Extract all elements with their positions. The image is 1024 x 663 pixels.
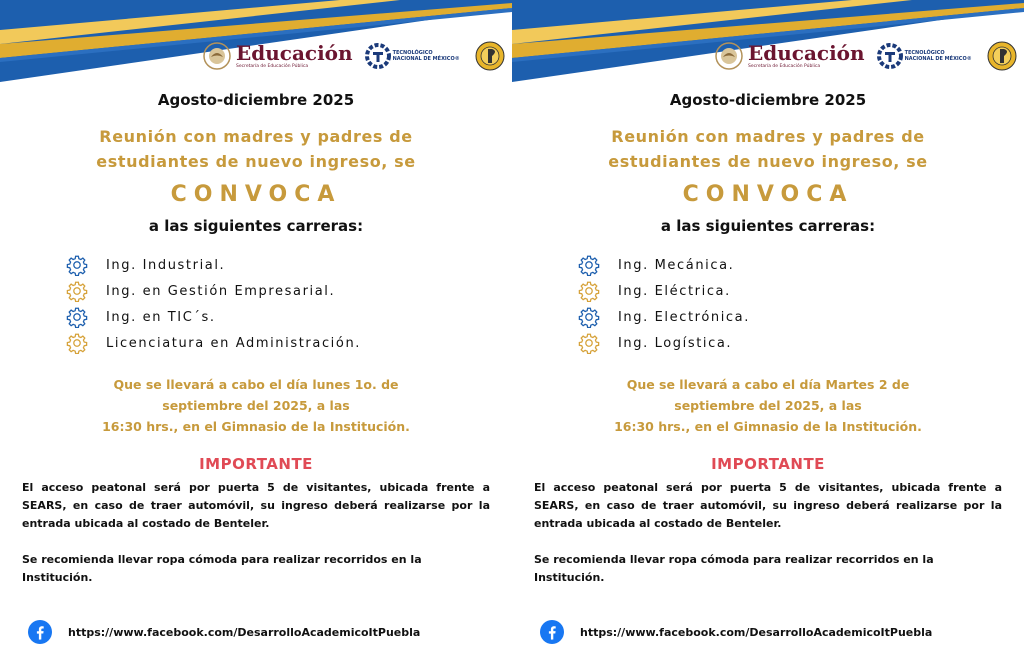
schedule-line2: septiembre del 2025, a las xyxy=(162,398,350,413)
facebook-link[interactable]: https://www.facebook.com/DesarrolloAcademicoItPuebla xyxy=(580,625,933,639)
facebook-icon[interactable] xyxy=(28,620,52,644)
career-label: Ing. Mecánica. xyxy=(618,257,735,273)
educacion-logo-word: Educación xyxy=(748,41,865,65)
tecnm-logo-line1: TECNOLÓGICO xyxy=(392,50,433,56)
meeting-title-line1: Reunión con madres y padres de xyxy=(99,127,413,146)
educacion-logo xyxy=(236,43,353,69)
facebook-footer xyxy=(28,620,420,644)
educacion-logo-word: Educación xyxy=(236,41,353,65)
tecnm-logo-text xyxy=(393,50,460,62)
tecnm-logo-text xyxy=(905,50,972,62)
career-label: Ing. Logística. xyxy=(618,335,733,351)
meeting-title xyxy=(512,124,1024,174)
list-item xyxy=(578,278,750,304)
schedule-text xyxy=(512,374,1024,437)
educacion-logo-sub: Secretaría de Educación Pública xyxy=(748,64,821,69)
career-label: Ing. Electrónica. xyxy=(618,309,750,325)
list-item xyxy=(66,304,361,330)
list-item xyxy=(66,330,361,356)
tecnm-logo-icon xyxy=(877,41,903,71)
facebook-footer xyxy=(540,620,932,644)
schedule-line1: Que se llevará a cabo el día Martes 2 de xyxy=(626,377,910,392)
gear-icon xyxy=(578,280,600,302)
list-item xyxy=(578,330,750,356)
header-logos xyxy=(714,36,1018,76)
careers-intro: a las siguientes carreras: xyxy=(660,217,876,235)
list-item xyxy=(578,304,750,330)
important-heading: IMPORTANTE xyxy=(199,455,313,473)
clothing-recommendation: Se recomienda llevar ropa cómoda para realizar recorridos en la Institución. xyxy=(22,553,422,584)
mexican-coat-of-arms-icon xyxy=(202,41,232,71)
convoca-heading: CONVOCA xyxy=(682,182,854,207)
mexican-coat-of-arms-icon xyxy=(714,41,744,71)
career-label: Ing. Industrial. xyxy=(106,257,226,273)
list-item xyxy=(578,252,750,278)
meeting-title-line2: estudiantes de nuevo ingreso, se xyxy=(96,152,416,171)
career-label: Ing. en Gestión Empresarial. xyxy=(106,283,336,299)
career-label: Licenciatura en Administración. xyxy=(106,335,362,351)
meeting-title-line1: Reunión con madres y padres de xyxy=(611,127,925,146)
tecnm-logo-line2: NACIONAL DE MÉXICO® xyxy=(904,56,972,62)
tecnm-logo-icon xyxy=(365,41,391,71)
header-logos xyxy=(202,36,506,76)
schedule-line3: 16:30 hrs., en el Gimnasio de la Institución. xyxy=(614,419,922,434)
educacion-logo xyxy=(748,43,865,69)
list-item xyxy=(66,278,361,304)
period-title: Agosto-diciembre 2025 xyxy=(157,91,355,109)
facebook-link[interactable]: https://www.facebook.com/DesarrolloAcademicoItPuebla xyxy=(68,625,421,639)
meeting-title xyxy=(0,124,512,174)
access-paragraph: El acceso peatonal será por puerta 5 de visitantes, ubicada frente a SEARS, en caso de traer automóvil, su ingreso deberá realizarse por la entrada ubicada al costado de Benteler. xyxy=(534,481,1002,530)
period-title: Agosto-diciembre 2025 xyxy=(669,91,867,109)
careers-list xyxy=(66,252,361,356)
schedule-line1: Que se llevará a cabo el día lunes 1o. de xyxy=(113,377,399,392)
career-label: Ing. en TIC´s. xyxy=(106,309,216,325)
gear-icon xyxy=(66,280,88,302)
meeting-title-line2: estudiantes de nuevo ingreso, se xyxy=(608,152,928,171)
institute-logo-icon xyxy=(986,40,1018,72)
gear-icon xyxy=(578,306,600,328)
list-item xyxy=(66,252,361,278)
schedule-line3: 16:30 hrs., en el Gimnasio de la Institución. xyxy=(102,419,410,434)
important-heading: IMPORTANTE xyxy=(711,455,825,473)
tecnm-logo-line2: NACIONAL DE MÉXICO® xyxy=(392,56,460,62)
schedule-line2: septiembre del 2025, a las xyxy=(674,398,862,413)
educacion-logo-sub: Secretaría de Educación Pública xyxy=(236,64,309,69)
clothing-recommendation: Se recomienda llevar ropa cómoda para realizar recorridos en la Institución. xyxy=(534,553,934,584)
gear-icon xyxy=(578,332,600,354)
access-paragraph: El acceso peatonal será por puerta 5 de visitantes, ubicada frente a SEARS, en caso de traer automóvil, su ingreso deberá realizarse por la entrada ubicada al costado de Benteler. xyxy=(22,481,490,530)
convoca-heading: CONVOCA xyxy=(170,182,342,207)
careers-intro: a las siguientes carreras: xyxy=(148,217,364,235)
career-label: Ing. Eléctrica. xyxy=(618,283,731,299)
institute-logo-icon xyxy=(474,40,506,72)
tecnm-logo-line1: TECNOLÓGICO xyxy=(904,50,945,56)
gear-icon xyxy=(578,254,600,276)
careers-list xyxy=(578,252,750,356)
facebook-icon[interactable] xyxy=(540,620,564,644)
schedule-text xyxy=(0,374,512,437)
gear-icon xyxy=(66,254,88,276)
gear-icon xyxy=(66,306,88,328)
flyer-right xyxy=(512,0,1024,663)
gear-icon xyxy=(66,332,88,354)
